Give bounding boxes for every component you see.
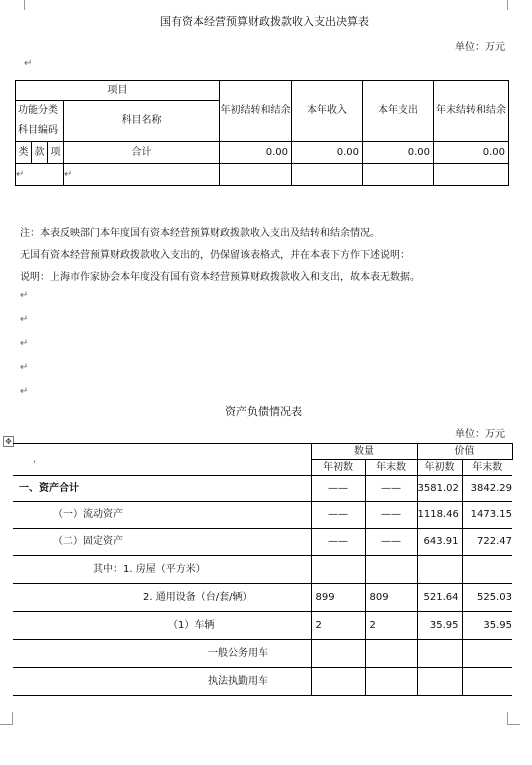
row-quantity-begin: —— (311, 476, 365, 502)
crop-mark-bottom-right (507, 712, 520, 725)
row-value-begin: 3581.02 (417, 476, 462, 502)
note-line-3: 说明：上海市作家协会本年度没有国有资本经营预算财政拨款收入和支出，故本表无数据。 (20, 272, 420, 283)
row-value-begin: 35.95 (417, 612, 462, 640)
total-begin-balance: 0.00 (220, 142, 292, 164)
paragraph-mark: ↵ (24, 58, 33, 69)
row-quantity-begin: —— (311, 502, 365, 529)
header-func-code: 功能分类科目编码 (16, 101, 64, 142)
row-value-end (462, 640, 512, 668)
paragraph-mark: ↵ (20, 362, 29, 373)
row-quantity-begin (311, 668, 365, 696)
note-line-2: 无国有资本经营预算财政拨款收入支出的，仍保留该表格式，并在本表下方作下述说明： (20, 250, 410, 261)
header-quantity-end: 年末数 (365, 460, 417, 476)
header-xiang: 项 (48, 142, 64, 164)
row-value-end: 525.03 (462, 584, 512, 612)
empty-cell: ↵ (16, 164, 64, 186)
row-quantity-begin (311, 640, 365, 668)
header-kuan: 款 (32, 142, 48, 164)
row-quantity-end: 809 (365, 584, 417, 612)
total-expense: 0.00 (363, 142, 434, 164)
row-label: 执法执勤用车 (13, 668, 311, 696)
row-value-begin: 1118.46 (417, 502, 462, 529)
total-label: 合计 (64, 142, 220, 164)
doc2-table (13, 443, 513, 696)
row-value-begin: 521.64 (417, 584, 462, 612)
doc2-unit: 单位：万元 (455, 429, 505, 440)
empty-cell (220, 164, 292, 186)
row-label: 一般公务用车 (13, 640, 311, 668)
header-value-begin: 年初数 (417, 460, 462, 476)
row-quantity-end (365, 668, 417, 696)
header-expense: 本年支出 (363, 81, 434, 142)
row-quantity-begin (311, 556, 365, 584)
crop-mark-bottom-left (0, 712, 13, 725)
crop-mark-top-right (507, 0, 520, 10)
crop-mark-top-left (12, 0, 25, 10)
doc1-title: 国有资本经营预算财政拨款收入支出决算表 (160, 15, 369, 28)
row-label: （一）流动资产 (13, 502, 311, 529)
row-value-end: 35.95 (462, 612, 512, 640)
paragraph-mark: ↵ (20, 338, 29, 349)
row-quantity-end: 2 (365, 612, 417, 640)
row-value-begin: 643.91 (417, 529, 462, 556)
row-value-begin (417, 668, 462, 696)
row-label: 2. 通用设备（台/套/辆） (13, 584, 311, 612)
row-quantity-begin: 899 (311, 584, 365, 612)
header-item: 项目 (16, 81, 220, 101)
header-lei: 类 (16, 142, 32, 164)
row-value-end (462, 668, 512, 696)
doc2-title: 资产负债情况表 (225, 405, 302, 418)
note-line-1: 注：本表反映部门本年度国有资本经营预算财政拨款收入支出及结转和结余情况。 (20, 228, 380, 239)
row-value-begin (417, 640, 462, 668)
doc1-unit: 单位：万元 (455, 42, 505, 53)
row-value-begin (417, 556, 462, 584)
paragraph-mark: ↵ (20, 290, 29, 301)
row-value-end (462, 556, 512, 584)
row-value-end: 722.47 (462, 529, 512, 556)
total-end-balance: 0.00 (434, 142, 509, 164)
empty-cell (434, 164, 509, 186)
header-value: 价值 (417, 444, 512, 460)
row-quantity-end: —— (365, 529, 417, 556)
header-value-end: 年末数 (462, 460, 512, 476)
total-income: 0.00 (292, 142, 363, 164)
row-label: 一、资产合计 (13, 476, 311, 502)
paragraph-mark: ↵ (20, 314, 29, 325)
header-quantity: 数量 (311, 444, 417, 460)
header-subject-name: 科目名称 (64, 101, 220, 142)
row-quantity-begin: 2 (311, 612, 365, 640)
empty-cell (292, 164, 363, 186)
header-begin-balance: 年初结转和结余 (220, 81, 292, 142)
row-quantity-end: —— (365, 476, 417, 502)
header-income: 本年收入 (292, 81, 363, 142)
empty-cell (363, 164, 434, 186)
header-end-balance: 年末结转和结余 (434, 81, 509, 142)
row-quantity-end: —— (365, 502, 417, 529)
row-value-end: 1473.15 (462, 502, 512, 529)
empty-cell: ↵ (64, 164, 220, 186)
paragraph-mark: ↵ (20, 386, 29, 397)
doc1-table (15, 80, 509, 186)
table-move-handle-icon[interactable]: ✥ (3, 436, 14, 447)
row-value-end: 3842.29 (462, 476, 512, 502)
row-quantity-end (365, 556, 417, 584)
header-quantity-begin: 年初数 (311, 460, 365, 476)
row-label: 其中：1. 房屋（平方米） (13, 556, 311, 584)
row-quantity-begin: —— (311, 529, 365, 556)
row-quantity-end (365, 640, 417, 668)
row-label: （1）车辆 (13, 612, 311, 640)
row-label: （二）固定资产 (13, 529, 311, 556)
header-blank: , (13, 444, 311, 476)
